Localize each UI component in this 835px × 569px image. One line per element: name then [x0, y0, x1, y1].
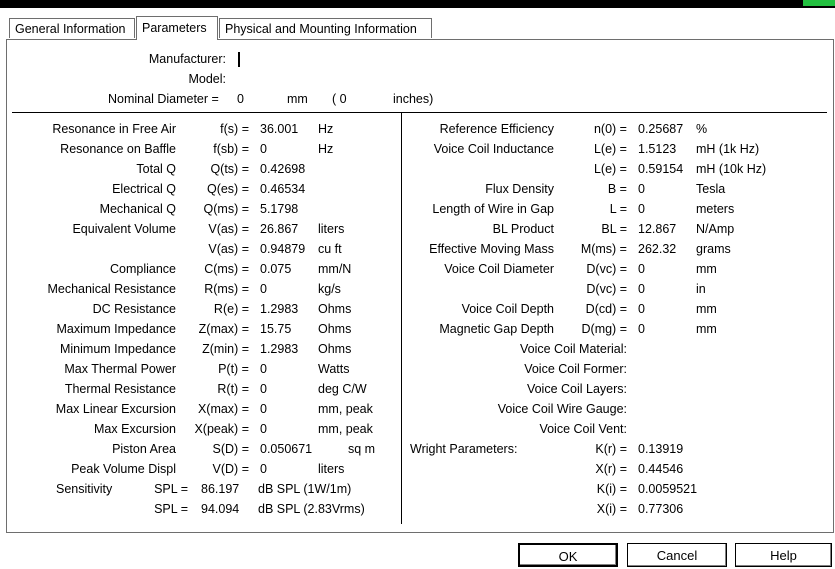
param-label: Minimum Impedance — [59, 342, 176, 356]
param-unit: cu ft — [318, 242, 342, 256]
voice-coil-field-label: Voice Coil Material: — [520, 342, 627, 356]
param-unit: meters — [696, 202, 735, 216]
param-label: Magnetic Gap Depth — [439, 322, 554, 336]
param-value[interactable]: 0.050671 — [260, 442, 313, 456]
sensitivity-symbol: SPL = — [154, 502, 188, 516]
param-unit: Ohms — [318, 342, 352, 356]
param-symbol: V(D) = — [212, 462, 249, 476]
param-symbol: Z(max) = — [198, 322, 249, 336]
section-divider — [12, 112, 827, 113]
param-symbol: Z(min) = — [202, 342, 249, 356]
wright-symbol: K(r) = — [595, 442, 627, 456]
param-unit: grams — [696, 242, 731, 256]
param-symbol: L(e) = — [593, 162, 627, 176]
param-unit: mH (1k Hz) — [696, 142, 760, 156]
param-symbol: L(e) = — [593, 142, 627, 156]
param-label: Max Linear Excursion — [55, 402, 176, 416]
param-symbol: M(ms) = — [580, 242, 627, 256]
param-symbol: D(cd) = — [585, 302, 627, 316]
param-unit: Hz — [318, 122, 334, 136]
param-value[interactable]: 0.94879 — [260, 242, 306, 256]
param-value[interactable]: 12.867 — [638, 222, 677, 236]
param-value[interactable]: 1.2983 — [260, 342, 299, 356]
tab-parameters[interactable]: Parameters — [136, 16, 218, 40]
param-label: DC Resistance — [92, 302, 176, 316]
param-value[interactable]: 262.32 — [638, 242, 677, 256]
param-value[interactable]: 0 — [638, 282, 645, 296]
param-symbol: Q(ms) = — [203, 202, 249, 216]
window-top-edge — [0, 0, 835, 8]
param-value[interactable]: 0 — [260, 382, 267, 396]
param-label: Equivalent Volume — [72, 222, 176, 236]
nominal-diameter-inches-value: ( 0 — [332, 92, 347, 106]
param-unit: Tesla — [696, 182, 726, 196]
param-value[interactable]: 0 — [260, 142, 267, 156]
param-value[interactable]: 0 — [638, 182, 645, 196]
param-value[interactable]: 5.1798 — [260, 202, 299, 216]
param-label: Maximum Impedance — [56, 322, 176, 336]
param-value[interactable]: 1.5123 — [638, 142, 677, 156]
param-label: Thermal Resistance — [64, 382, 176, 396]
wright-symbol: X(i) = — [596, 502, 627, 516]
param-symbol: R(ms) = — [204, 282, 249, 296]
tab-general-information[interactable]: General Information — [9, 18, 135, 38]
param-unit: Ohms — [318, 322, 352, 336]
param-symbol: BL = — [601, 222, 627, 236]
param-symbol: C(ms) = — [204, 262, 249, 276]
param-label: Max Excursion — [94, 422, 176, 436]
cancel-button[interactable]: Cancel — [627, 543, 727, 567]
param-value[interactable]: 0 — [260, 282, 267, 296]
param-label: Peak Volume Displ — [71, 462, 176, 476]
manufacturer-label: Manufacturer: — [148, 52, 226, 66]
param-symbol: S(D) = — [212, 442, 249, 456]
wright-value[interactable]: 0.0059521 — [638, 482, 698, 496]
param-value[interactable]: 0 — [638, 262, 645, 276]
param-value[interactable]: 0 — [638, 202, 645, 216]
ok-button[interactable]: OK — [518, 543, 618, 567]
param-symbol: D(vc) = — [586, 262, 627, 276]
param-value[interactable]: 0 — [260, 402, 267, 416]
param-symbol: n(0) = — [593, 122, 627, 136]
param-value[interactable]: 15.75 — [260, 322, 292, 336]
param-label: Compliance — [109, 262, 176, 276]
param-value[interactable]: 1.2983 — [260, 302, 299, 316]
param-label: Resonance on Baffle — [60, 142, 176, 156]
sensitivity-value[interactable]: 86.197 — [201, 482, 240, 496]
sensitivity-unit: dB SPL (1W/1m) — [258, 482, 352, 496]
param-unit: mm, peak — [318, 402, 373, 416]
wright-value[interactable]: 0.13919 — [638, 442, 684, 456]
wright-parameters-label: Wright Parameters: — [410, 442, 518, 456]
param-value[interactable]: 36.001 — [260, 122, 299, 136]
param-unit: Watts — [318, 362, 350, 376]
param-label: Piston Area — [112, 442, 176, 456]
param-symbol: D(mg) = — [581, 322, 627, 336]
sensitivity-value[interactable]: 94.094 — [201, 502, 240, 516]
wright-value[interactable]: 0.77306 — [638, 502, 684, 516]
param-value[interactable]: 0 — [260, 362, 267, 376]
param-label: BL Product — [492, 222, 554, 236]
param-unit: liters — [318, 222, 345, 236]
param-unit: kg/s — [318, 282, 341, 296]
param-symbol: X(max) = — [197, 402, 249, 416]
param-label: Electrical Q — [112, 182, 176, 196]
nominal-diameter-value[interactable]: 0 — [237, 92, 244, 106]
wright-symbol: X(r) = — [595, 462, 627, 476]
param-label: Mechanical Resistance — [47, 282, 176, 296]
param-label: Reference Efficiency — [439, 122, 554, 136]
param-label: Flux Density — [485, 182, 554, 196]
param-unit: mm — [696, 262, 717, 276]
param-label: Total Q — [136, 162, 176, 176]
param-symbol: X(peak) = — [194, 422, 249, 436]
param-label: Mechanical Q — [99, 202, 176, 216]
help-button[interactable]: Help — [735, 543, 832, 567]
param-symbol: Q(es) = — [206, 182, 249, 196]
wright-symbol: K(i) = — [596, 482, 627, 496]
param-value[interactable]: 0.46534 — [260, 182, 306, 196]
param-unit: liters — [318, 462, 345, 476]
param-value[interactable]: 0.59154 — [638, 162, 684, 176]
sensitivity-unit: dB SPL (2.83Vrms) — [258, 502, 365, 516]
voice-coil-field-label: Voice Coil Wire Gauge: — [497, 402, 627, 416]
param-label: Length of Wire in Gap — [432, 202, 554, 216]
param-unit: mm — [696, 322, 717, 336]
param-value[interactable]: 0 — [260, 462, 267, 476]
param-label: Voice Coil Inductance — [433, 142, 554, 156]
param-unit: mm/N — [318, 262, 352, 276]
param-unit: mm, peak — [318, 422, 373, 436]
param-symbol: V(as) = — [208, 222, 249, 236]
param-symbol: B = — [607, 182, 627, 196]
param-label: Voice Coil Depth — [461, 302, 554, 316]
param-symbol: R(e) = — [213, 302, 249, 316]
sensitivity-symbol: SPL = — [154, 482, 188, 496]
model-label: Model: — [188, 72, 226, 86]
wright-value[interactable]: 0.44546 — [638, 462, 684, 476]
manufacturer-field[interactable] — [238, 52, 240, 67]
column-divider — [401, 112, 402, 524]
param-symbol: Q(ts) = — [210, 162, 249, 176]
sensitivity-label: Sensitivity — [56, 482, 113, 496]
param-unit: N/Amp — [696, 222, 735, 236]
param-unit: Hz — [318, 142, 334, 156]
voice-coil-field-label: Voice Coil Layers: — [526, 382, 627, 396]
param-unit: in — [696, 282, 706, 296]
param-symbol: R(t) = — [217, 382, 249, 396]
tab-physical-and-mounting[interactable]: Physical and Mounting Information — [219, 18, 432, 38]
voice-coil-field-label: Voice Coil Former: — [524, 362, 627, 376]
param-unit: Ohms — [318, 302, 352, 316]
param-value[interactable]: 26.867 — [260, 222, 299, 236]
param-symbol: f(sb) = — [213, 142, 249, 156]
nominal-diameter-label: Nominal Diameter = — [108, 92, 219, 106]
param-value[interactable]: 0.42698 — [260, 162, 306, 176]
param-unit: mm — [696, 302, 717, 316]
param-value[interactable]: 0 — [638, 302, 645, 316]
param-value[interactable]: 0.25687 — [638, 122, 684, 136]
param-label: Max Thermal Power — [64, 362, 176, 376]
nominal-diameter-inches-unit: inches) — [393, 92, 434, 106]
param-value[interactable]: 0 — [638, 322, 645, 336]
window-top-accent — [803, 0, 835, 6]
param-symbol: f(s) = — [220, 122, 249, 136]
param-unit: mH (10k Hz) — [696, 162, 767, 176]
param-unit: sq m — [348, 442, 376, 456]
voice-coil-field-label: Voice Coil Vent: — [539, 422, 627, 436]
param-value[interactable]: 0 — [260, 422, 267, 436]
nominal-diameter-unit: mm — [287, 92, 308, 106]
param-label: Effective Moving Mass — [429, 242, 554, 256]
param-unit: % — [696, 122, 708, 136]
param-symbol: V(as) = — [208, 242, 249, 256]
param-unit: deg C/W — [318, 382, 367, 396]
param-value[interactable]: 0.075 — [260, 262, 292, 276]
param-label: Resonance in Free Air — [52, 122, 176, 136]
param-symbol: P(t) = — [218, 362, 249, 376]
param-symbol: L = — [609, 202, 627, 216]
param-label: Voice Coil Diameter — [444, 262, 554, 276]
param-symbol: D(vc) = — [586, 282, 627, 296]
